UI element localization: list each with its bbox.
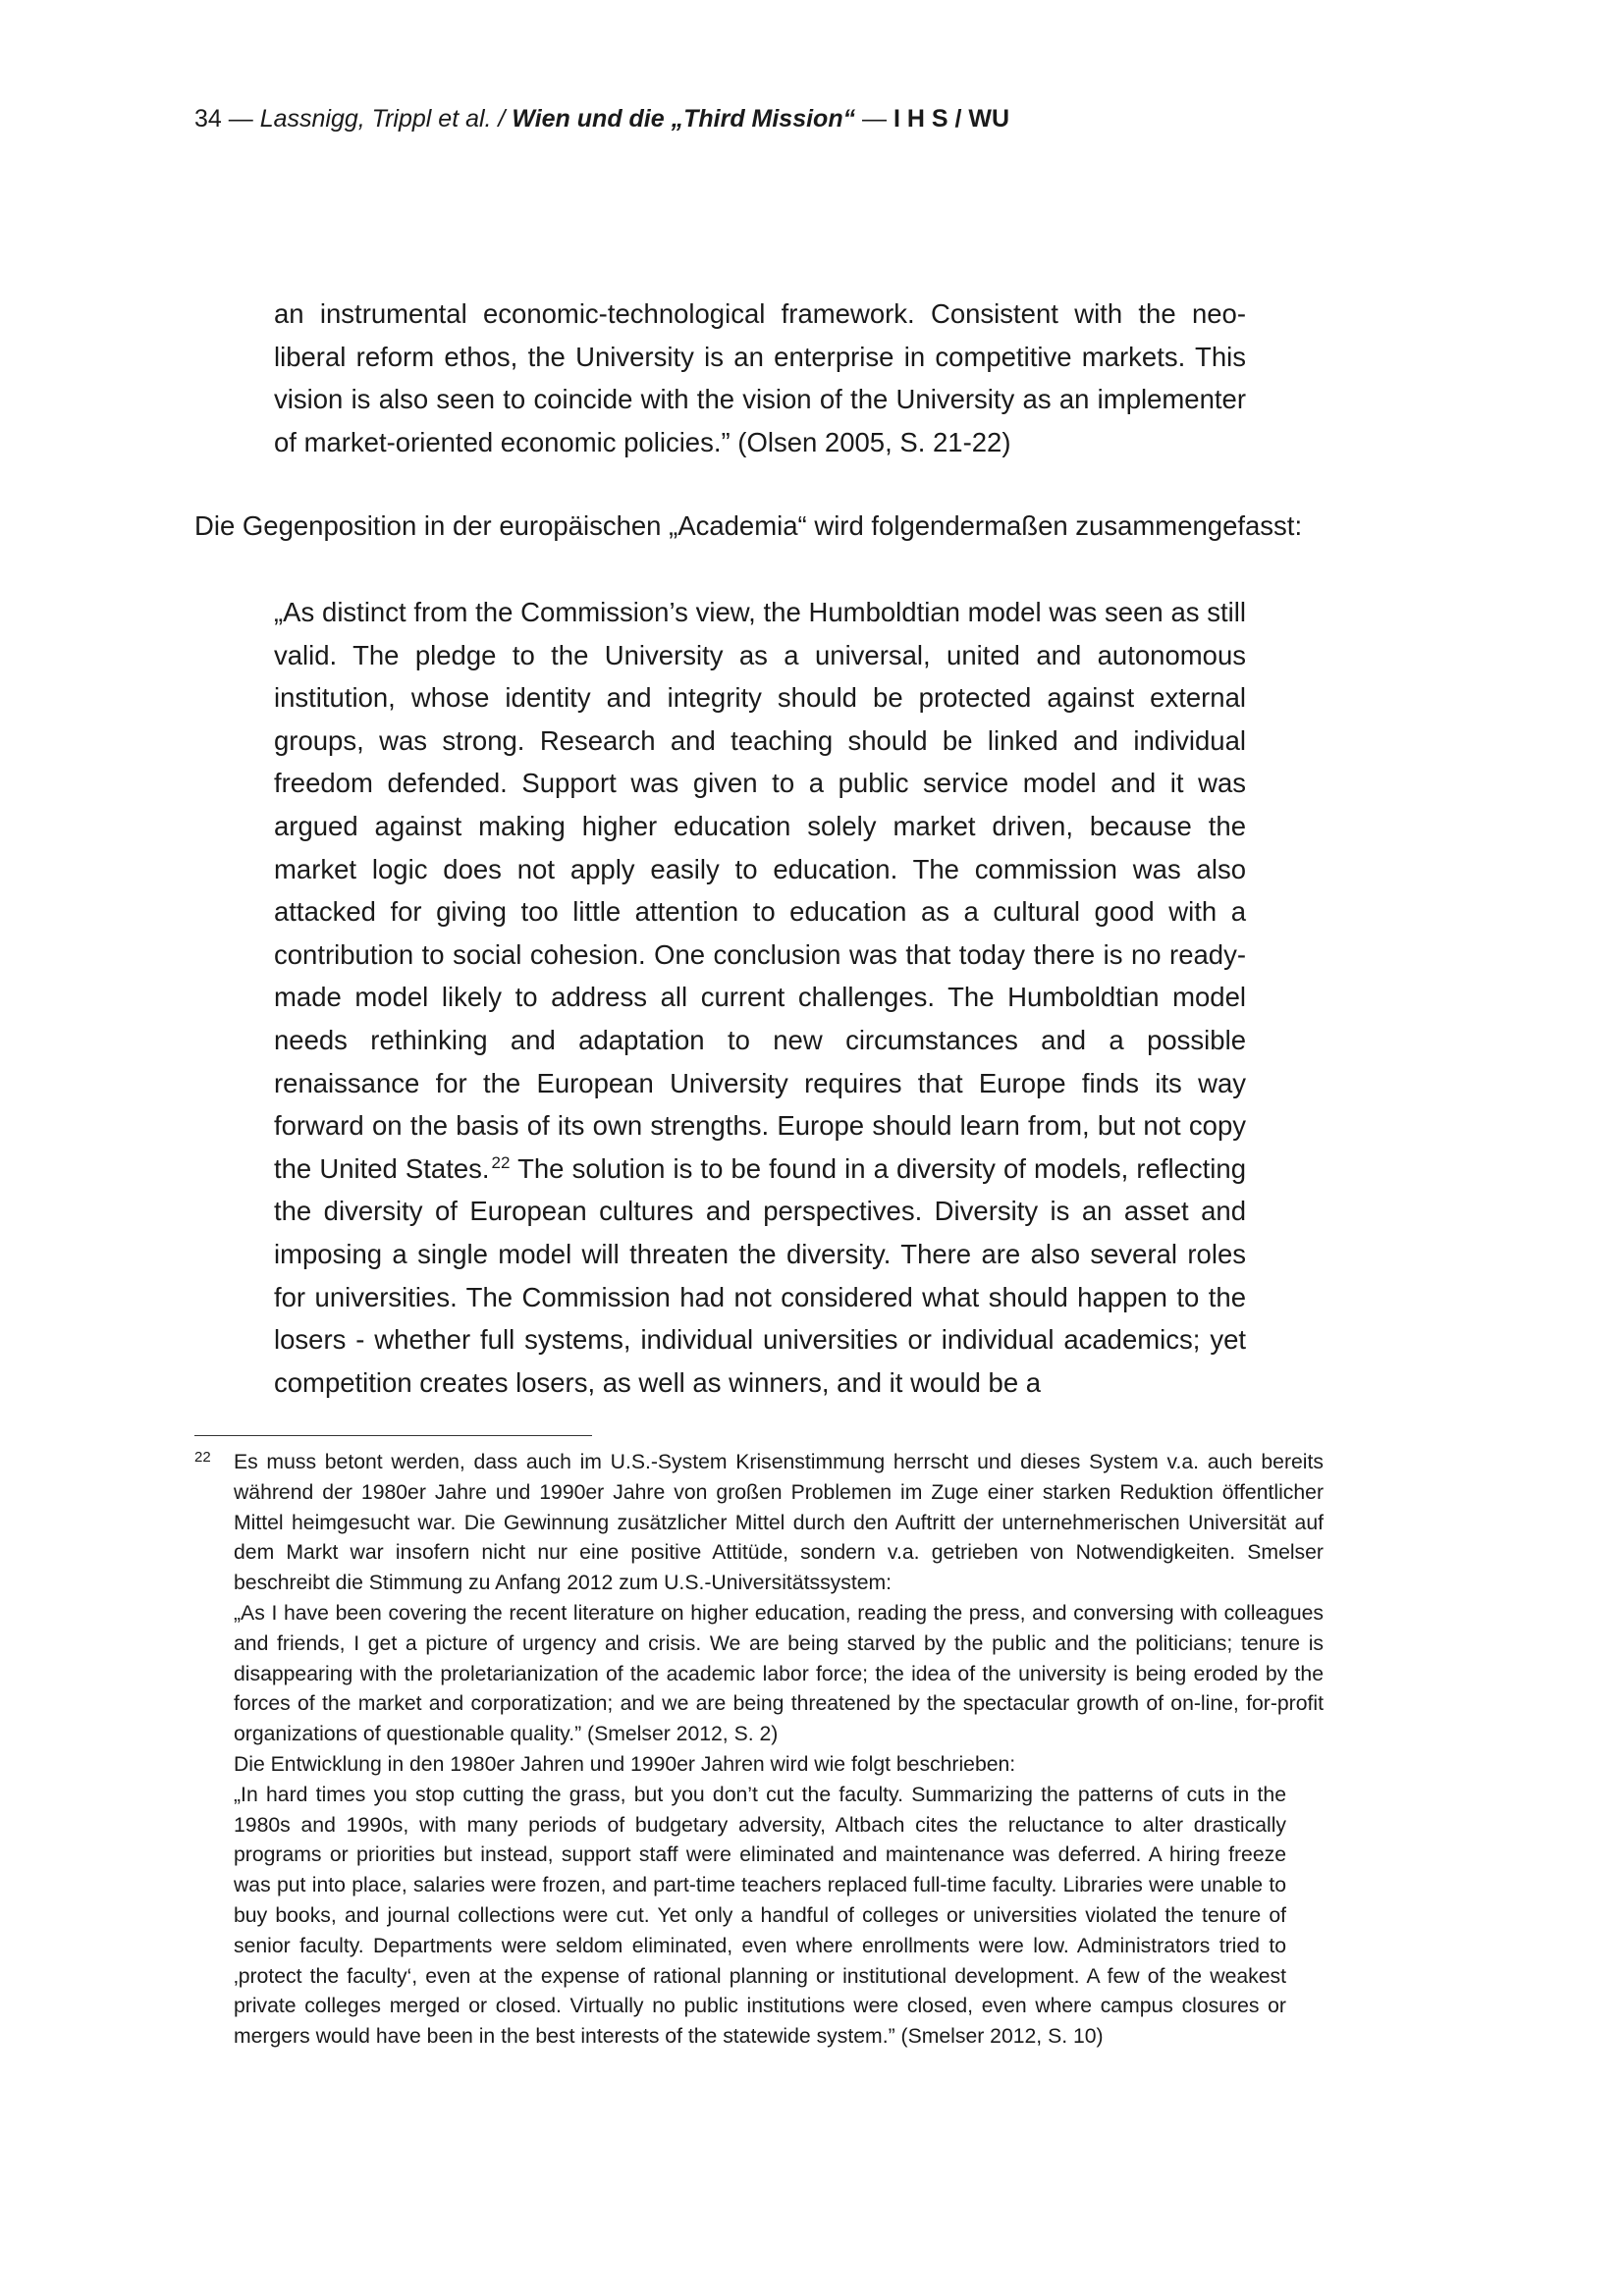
header-institution: I H S / WU — [893, 105, 1010, 133]
header-authors: Lassnigg, Trippl et al. / — [259, 105, 513, 133]
footnote-body — [234, 1448, 1324, 2053]
footnote-quote: „As I have been covering the recent literature on higher education, reading the press, and conversing with colleagues and friends, I get a picture of urgency and crisis. We are being starved by the public and the politicians; tenure is disappearing with the proletarianization of the academic labor force; the idea of the university is being eroded by the forces of the market and corporatization; and we are being threatened by the spectacular growth of on-line, for-profit organizations of questionable quality.” (Smelser 2012, S. 2) — [234, 1601, 1324, 1746]
running-header — [194, 102, 1009, 135]
footnote-paragraph: Die Entwicklung in den 1980er Jahren und 1990er Jahren wird wie folgt beschrieben: — [234, 1752, 1016, 1776]
header-dash: — — [221, 105, 260, 133]
footnote-quote: „In hard times you stop cutting the grass, but you don’t cut the faculty. Summarizing the patterns of cuts in the 1980s and 1990s, with many periods of budgetary adversity, Altbach cites the reluctance to alter drastically programs or priorities but instead, support staff were eliminated and maintenance was deferred. A hiring freeze was put into place, salaries were frozen, and part-time teachers replaced full-time faculty. Libraries were unable to buy books, and journal collections were cut. Yet only a handful of colleges or universities violated the tenure of senior faculty. Departments were seldom eliminated, even where enrollments were low. Administrators tried to ‚protect the faculty‘, even at the expense of rational planning or institutional development. A few of the weakest private colleges merged or closed. Virtually no public institutions were closed, even where campus closures or mergers would have been in the best interests of the statewide system.” (Smelser 2012, S. 10) — [234, 1783, 1286, 2049]
body-paragraph: Die Gegenposition in der europäischen „Academia“ wird folgendermaßen zusammengefasst: — [194, 510, 1303, 541]
quote-text-part: „As distinct from the Commission’s view, the Humboldtian model was seen as still valid. The pledge to the University as a universal, united and autonomous institution, whose identity and integrity should be protected against external groups, was strong. Research and teaching should be linked and individual freedom defended. Support was given to a public service model and it was argued against making higher education solely market driven, because the market logic does not apply easily to education. The commission was also attacked for giving too little attention to education as a cultural good with a contribution to social cohesion. One conclusion was that today there is no ready-made model likely to address all current challenges. The Humboldtian model needs rethinking and adaptation to new circumstances and a possible renaissance for the European University requires that Europe finds its way forward on the basis of its own strengths. Europe should learn from, but not copy the United States. — [274, 597, 1246, 1184]
block-quote-olsen: an instrumental economic-technological framework. Consistent with the neo-liberal reform ethos, the University is an enterprise in competitive markets. This vision is also seen to coincide with the vision of the University as an implementer of market-oriented economic policies.” (Olsen 2005, S. 21-22) — [274, 298, 1246, 457]
footnote-paragraph: Es muss betont werden, dass auch im U.S.-System Krisenstimmung herrscht und dieses System v.a. auch bereits während der 1980er Jahre und 1990er Jahre von großen Problemen im Zuge einer starken Reduktion öffentlicher Mittel heimgesucht war. Die Gewinnung zusätzlicher Mittel durch den Auftritt der unternehmerischen Universität auf dem Markt war insofern nicht nur eine positive Attitüde, sondern v.a. getrieben von Notwendigkeiten. Smelser beschreibt die Stimmung zu Anfang 2012 zum U.S.-Universitätssystem: — [234, 1451, 1324, 1595]
footnote-number: 22 — [194, 1449, 211, 1466]
header-dash: — — [855, 105, 894, 133]
footnote-reference[interactable]: 22 — [491, 1152, 511, 1172]
quote-text-part: The solution is to be found in a diversity of models, reflecting the diversity of European cultures and perspectives. Diversity is an asset and imposing a single model will threaten the diversity. There are also several roles for universities. The Commission had not considered what should happen to the losers - whether full systems, individual universities or individual academics; yet competition creates losers, as well as winners, and it would be a — [274, 1152, 1246, 1398]
block-quote-humboldtian — [274, 591, 1246, 1404]
footnote-separator — [194, 1435, 592, 1436]
page-number: 34 — [194, 105, 222, 133]
header-title: Wien und die „Third Mission“ — [512, 105, 856, 133]
